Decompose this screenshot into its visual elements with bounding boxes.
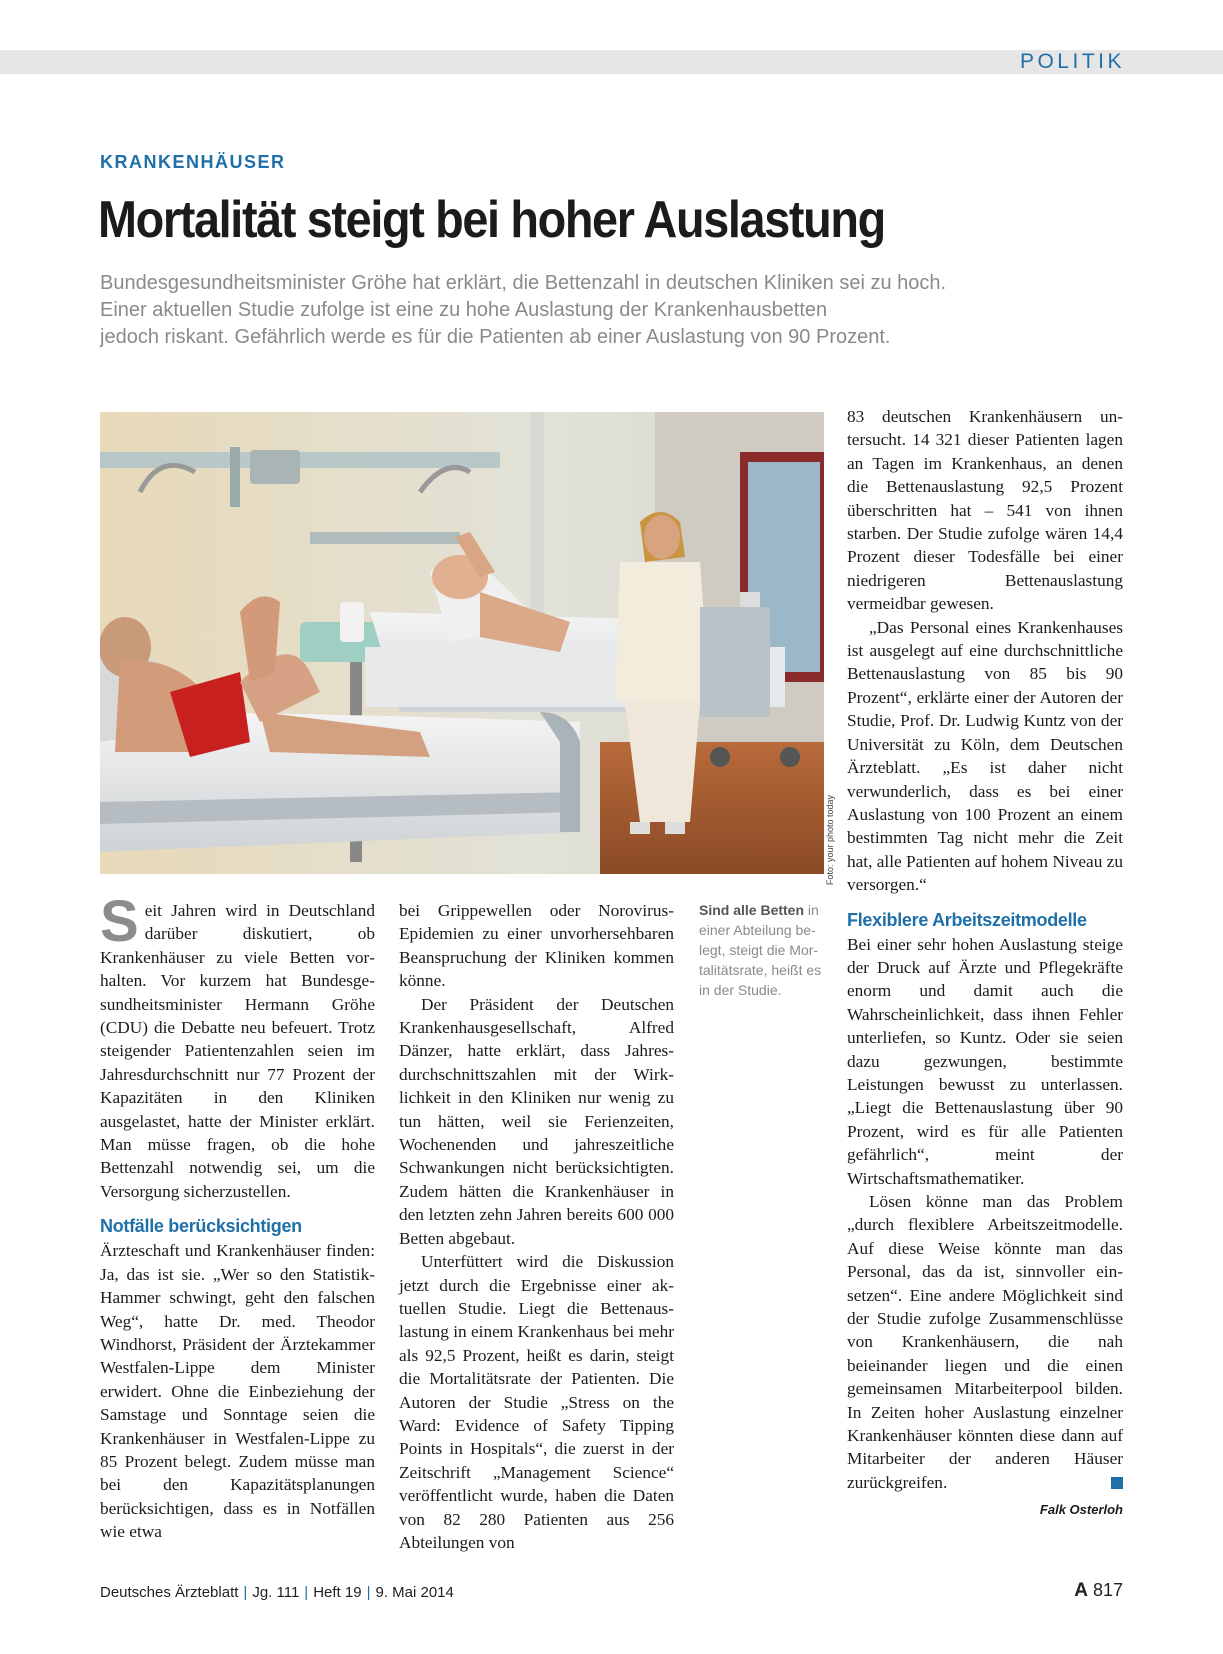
paragraph: bei Grippewellen oder Norovirus-Epidemien zu einer unvorhersehbaren Beanspruchung der Kliniken kommen könne. (399, 901, 674, 991)
end-mark (1111, 1477, 1123, 1489)
author: Falk Osterloh (1039, 1502, 1123, 1518)
lede-line: Einer aktuellen Studie zufolge ist eine zu hohe Auslastung der Krankenhausbetten (100, 299, 828, 321)
volume: Jg. 111 (252, 1584, 300, 1601)
issue: Heft 19 (313, 1584, 362, 1601)
paragraph: Lösen könne man das Problem „durch flexiblere Arbeitszeitmodelle. Auf diese Weise könnte man das Personal, das da ist, sinnvoller einsetzen“. Eine andere Möglichkeit sind der Studie zufolge Zusammenschlüsse von Krankenhäusern, die nah beieinander liegen und die einen gemeinsamen Mitarbeiterpool bilden. In Zeiten hoher Auslastung einzelner Krankenhäuser könnten diese dann auf Mitarbeiter der anderen Häuser zurückgreifen. (847, 1192, 1123, 1492)
article-kicker: KRANKENHÄUSER (100, 152, 286, 172)
text-column-3 (847, 405, 1123, 1522)
paragraph: 83 deutschen Krankenhäusern untersucht. 14 321 dieser Patienten lagen an Tagen im Krankenhaus, an denen die Bettenauslastung 92,5 Prozent überschritten hat – 541 von ihnen starben. Der Studie zufolge wären 14,4 Prozent dieser Todesfälle bei einer niedrigeren Bettenauslastung vermeidbar gewesen. (847, 407, 1123, 614)
page-prefix: A (1074, 1580, 1088, 1601)
section-label: POLITIK (1019, 50, 1125, 73)
paragraph: eit Jahren wird in Deutschland darüber diskutiert, ob Krankenhäuser zu viele Betten vorhalten. Vor kurzem hat Bundesgesundheitsminister Hermann Gröhe (CDU) die Debatte neu befeuert. Trotz steigender Patientenzahlen seien im Jahresdurchschnitt nur 77 Prozent der Kapazitäten in den Kliniken ausgelastet, hatte der Minister erklärt. Man müsse fragen, ob die hohe Bettenzahl notwendig sei, um die Versorgung sicherzustellen. (100, 901, 375, 1201)
issue-date: 9. Mai 2014 (375, 1584, 454, 1601)
article-lede (100, 270, 1110, 351)
paragraph: Unterfüttert wird die Diskussion jetzt durch die Ergebnisse einer aktuellen Studie. Liegt die Bettenauslastung in einem Krankenhaus bei mehr als 92,5 Prozent, heißt es darin, steigt die Mortalitätsrate der Patienten. Die Autoren der Studie „Stress on the Ward: Evidence of Safety Tipping Points in Hospitals“, die zuerst in der Zeitschrift „Management Science“ veröffentlicht wurde, haben die Daten von 82 280 Patienten aus 256 Abteilungen von (399, 1252, 674, 1552)
journal-name: Deutsches Ärzteblatt (100, 1584, 239, 1601)
subheading: Notfälle berücksichtigen (100, 1216, 302, 1237)
subheading: Flexiblere Arbeitszeitmodelle (847, 909, 1087, 930)
paragraph: Bei einer sehr hohen Auslastung steige der Druck auf Ärzte und Pflegekräfte enorm und damit auch die Wahrscheinlichkeit, dass ihnen Fehler unterliefen, so Kuntz. Oder sie seien dazu gezwungen, bestimmte Leistungen bewusst zu unterlassen. „Liegt die Bettenauslastung über 90 Prozent, wird es für alle Patienten gefährlich“, meint der Wirtschaftsmathematiker. (847, 934, 1123, 1188)
caption-text: in einer Abteilung belegt, steigt die Mortalitätsrate, heißt es in der Studie. (699, 902, 822, 998)
photo-credit: Foto: your photo today (825, 795, 835, 886)
footer-citation: Deutsches Ärzteblatt | Jg. 111 | Heft 19 | 9. Mai 2014 (100, 1584, 454, 1601)
paragraph: Ärzteschaft und Krankenhäuser finden: Ja, das ist sie. „Wer so den Statistik-Hammer schwingt, geht den falschen Weg“, hatte Dr. med. Theodor Windhorst, Präsident der Ärztekammer Westfalen-Lippe dem Minister erwidert. Ohne die Einbeziehung der Samstage und Sonntage seien die Krankenhäuser in Westfalen-Lippe zu 85 Prozent belegt. Zudem müsse man bei den Kapazitätsplanungen berücksichtigen, dass es in Notfällen wie etwa (100, 1241, 375, 1542)
text-column-1 (100, 889, 375, 1544)
hospital-ward-photo (100, 412, 824, 874)
lede-line: jedoch riskant. Gefährlich werde es für die Patienten ab einer Auslastung von 90 Prozent. (100, 326, 891, 348)
text-column-2 (399, 899, 674, 1554)
photo-caption (699, 900, 827, 1000)
lede-line: Bundesgesundheitsminister Gröhe hat erklärt, die Bettenzahl in deutschen Kliniken sei zu hoch. (100, 272, 947, 294)
caption-lead: Sind alle Betten (699, 902, 805, 918)
paragraph: „Das Personal eines Krankenhauses ist ausgelegt auf eine durchschnittliche Bettenauslastung von 85 bis 90 Prozent“, erklärte einer der Autoren der Studie, Prof. Dr. Ludwig Kuntz von der Universität zu Köln, dem Deutschen Ärzteblatt. „Es ist daher nicht verwunderlich, dass es bei einer Auslastung von 100 Prozent an einem bestimmten Tag nicht mehr die Zeit hat, alle Patienten auf hohem Niveau zu versorgen.“ (847, 617, 1123, 895)
page-number (1074, 1580, 1123, 1602)
page-number-value: 817 (1092, 1580, 1123, 1600)
paragraph: Der Präsident der Deutschen Krankenhausgesellschaft, Alfred Dänzer, hatte erklärt, dass Jahresdurchschnittszahlen mit der Wirklichkeit in den Kliniken nur wenig zu tun hätten, weil sie Ferienzeiten, Wochenenden und jahreszeitliche Schwankungen nicht berücksichtigten. Zudem hätten die Krankenhäuser in den letzten zehn Jahren bereits 600 000 Betten abgebaut. (399, 994, 674, 1248)
drop-cap: S (100, 889, 139, 954)
article-title: Mortalität steigt bei hoher Auslastung (98, 191, 885, 249)
